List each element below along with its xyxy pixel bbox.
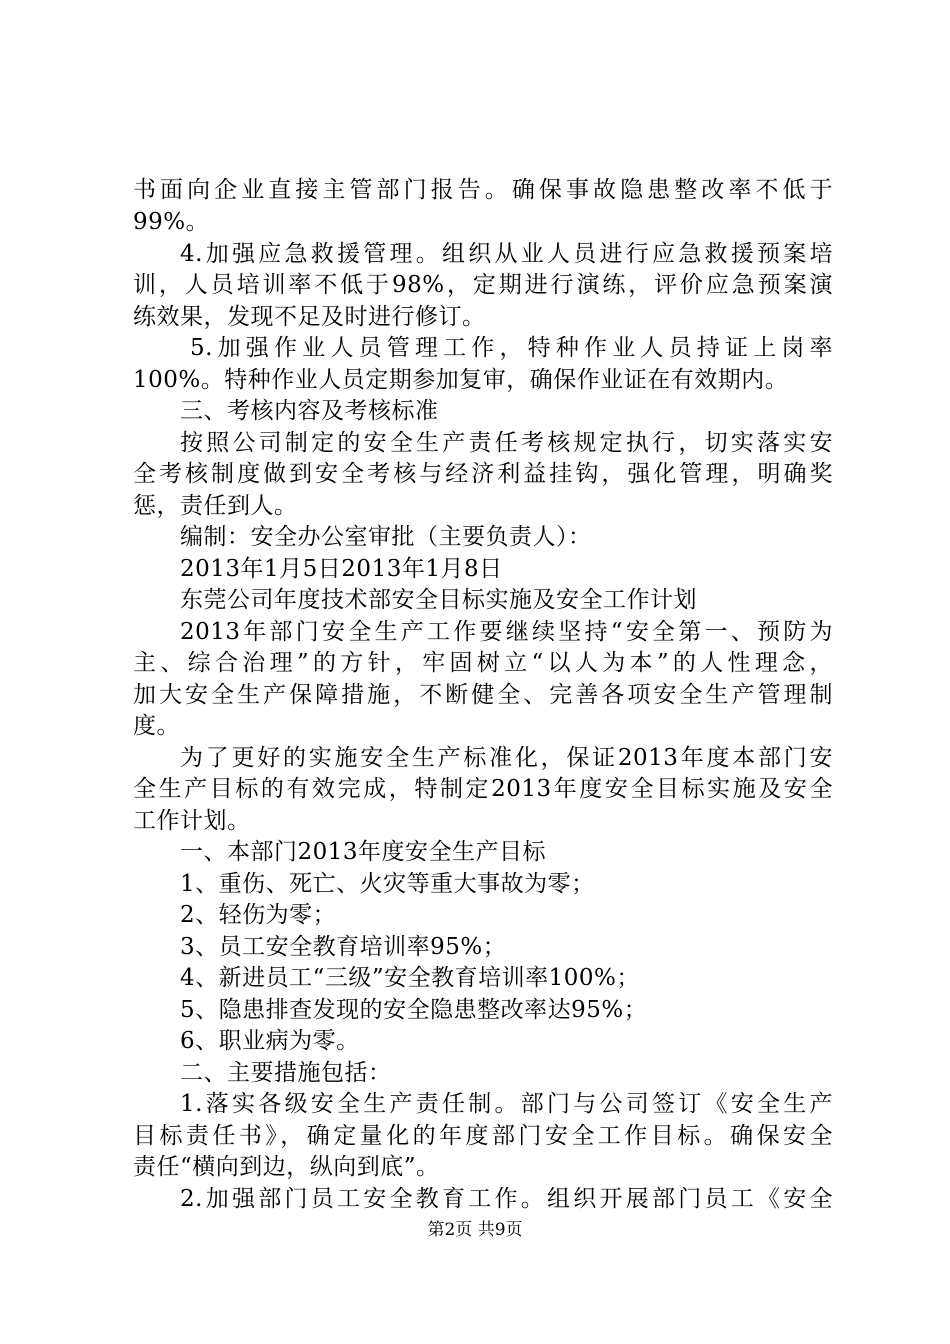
text-line: 责任“横向到边，纵向到底”。	[133, 1154, 440, 1180]
list-item: 3、员工安全教育培训率95%；	[180, 934, 507, 960]
text-line: 书面向企业直接主管部门报告。确保事故隐患整改率不低于	[133, 177, 833, 203]
page-footer: 第2页 共9页	[427, 1220, 523, 1240]
list-item: 6、职业病为零。	[180, 1028, 360, 1054]
text-line: 99%。	[133, 209, 210, 235]
text-line: 2013年部门安全生产工作要继续坚持“安全第一、预防为	[180, 619, 833, 645]
document-title: 东莞公司年度技术部安全目标实施及安全工作计划	[180, 587, 697, 613]
section-heading: 一、本部门2013年度安全生产目标	[180, 839, 547, 865]
list-item: 2、轻伤为零；	[180, 902, 337, 928]
text-line: 100%。特种作业人员定期参加复审，确保作业证在有效期内。	[133, 367, 789, 393]
text-line: 目标责任书》，确定量化的年度部门安全工作目标。确保安全	[133, 1123, 833, 1149]
text-line: 按照公司制定的安全生产责任考核规定执行，切实落实安	[180, 430, 833, 456]
list-item: 1、重伤、死亡、火灾等重大事故为零；	[180, 871, 595, 897]
text-line: 全生产目标的有效完成，特制定2013年度安全目标实施及安全	[133, 776, 833, 802]
text-line: 练效果，发现不足及时进行修订。	[133, 304, 486, 330]
text-line: 编制：安全办公室审批（主要负责人）：	[180, 524, 592, 550]
text-line: 2.加强部门员工安全教育工作。组织开展部门员工《安全	[180, 1186, 833, 1212]
section-heading: 三、考核内容及考核标准	[180, 398, 439, 424]
text-line: 4.加强应急救援管理。组织从业人员进行应急救援预案培	[180, 241, 833, 267]
text-line: 1.落实各级安全生产责任制。部门与公司签订《安全生产	[180, 1091, 833, 1117]
text-line: 工作计划。	[133, 808, 251, 834]
list-item: 5、隐患排查发现的安全隐患整改率达95%；	[180, 997, 648, 1023]
text-line: 度。	[133, 713, 180, 739]
text-line: 训，人员培训率不低于98%，定期进行演练，评价应急预案演	[133, 272, 833, 298]
text-line: 主、综合治理”的方针，牢固树立“以人为本”的人性理念，	[133, 650, 833, 676]
text-line: 加大安全生产保障措施，不断健全、完善各项安全生产管理制	[133, 682, 833, 708]
text-line: 全考核制度做到安全考核与经济利益挂钩，强化管理，明确奖	[133, 461, 833, 487]
text-line: 为了更好的实施安全生产标准化，保证2013年度本部门安	[180, 745, 833, 771]
text-line: 惩，责任到人。	[133, 493, 298, 519]
date-line: 2013年1月5日2013年1月8日	[180, 556, 503, 582]
text-line: 5.加强作业人员管理工作，特种作业人员持证上岗率	[190, 335, 833, 361]
section-heading: 二、主要措施包括：	[180, 1060, 392, 1086]
list-item: 4、新进员工“三级”安全教育培训率100%；	[180, 965, 640, 991]
